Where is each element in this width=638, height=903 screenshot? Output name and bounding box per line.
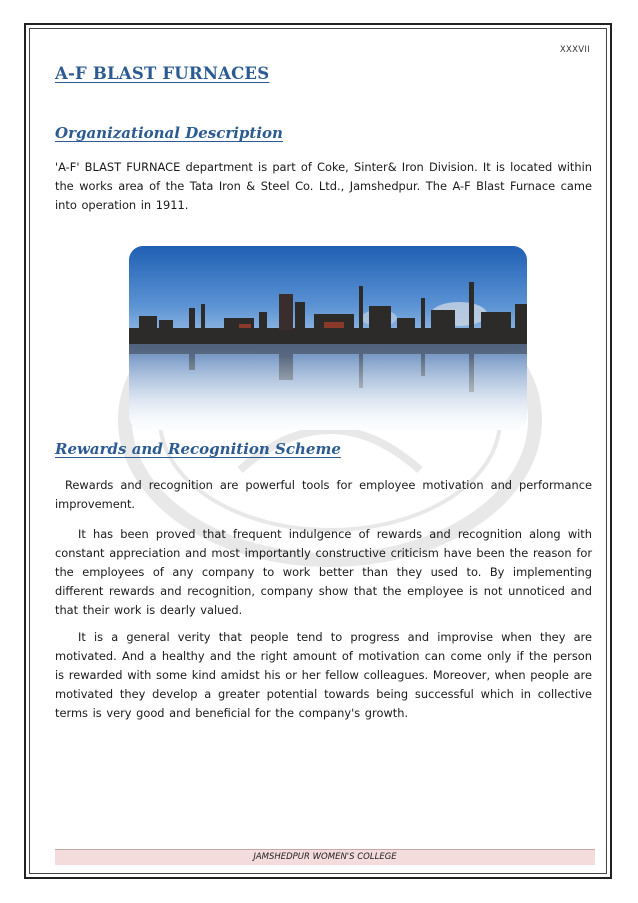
rewards-paragraph-3: It is a general verity that people tend to progress and improvise when they are motivated. And a healthy and the right amount of motivation can come only if the person is rewarded with some kind amidst his or her fellow colleagues. Moreover, when people are motivated they develop a greater potential towards being successful which in collective terms is very good and beneficial for the company's growth. (55, 630, 592, 720)
page-title: A-F BLAST FURNACES (55, 64, 270, 83)
section-heading-org: Organizational Description (55, 124, 283, 142)
rewards-paragraph-1: Rewards and recognition are powerful tools for employee motivation and performance improvement. (55, 478, 592, 511)
rewards-paragraph-2: It has been proved that frequent indulgence of rewards and recognition along with constant appreciation and most importantly constructive criticism have been the reason for the employees of any company to work better than they used to. By implementing different rewards and recognition, company show that the employee is not unnoticed and that their work is dearly valued. (55, 527, 592, 617)
blast-furnace-photo (129, 246, 527, 430)
page-footer: JAMSHEDPUR WOMEN'S COLLEGE (55, 849, 595, 865)
page-number: XXXVII (559, 45, 590, 55)
section-heading-rewards: Rewards and Recognition Scheme (55, 440, 341, 458)
org-paragraph: 'A-F' BLAST FURNACE department is part of Coke, Sinter& Iron Division. It is located within the works area of the Tata Iron & Steel Co. Ltd., Jamshedpur. The A-F Blast Furnace came into operation in 1911. (55, 160, 592, 212)
